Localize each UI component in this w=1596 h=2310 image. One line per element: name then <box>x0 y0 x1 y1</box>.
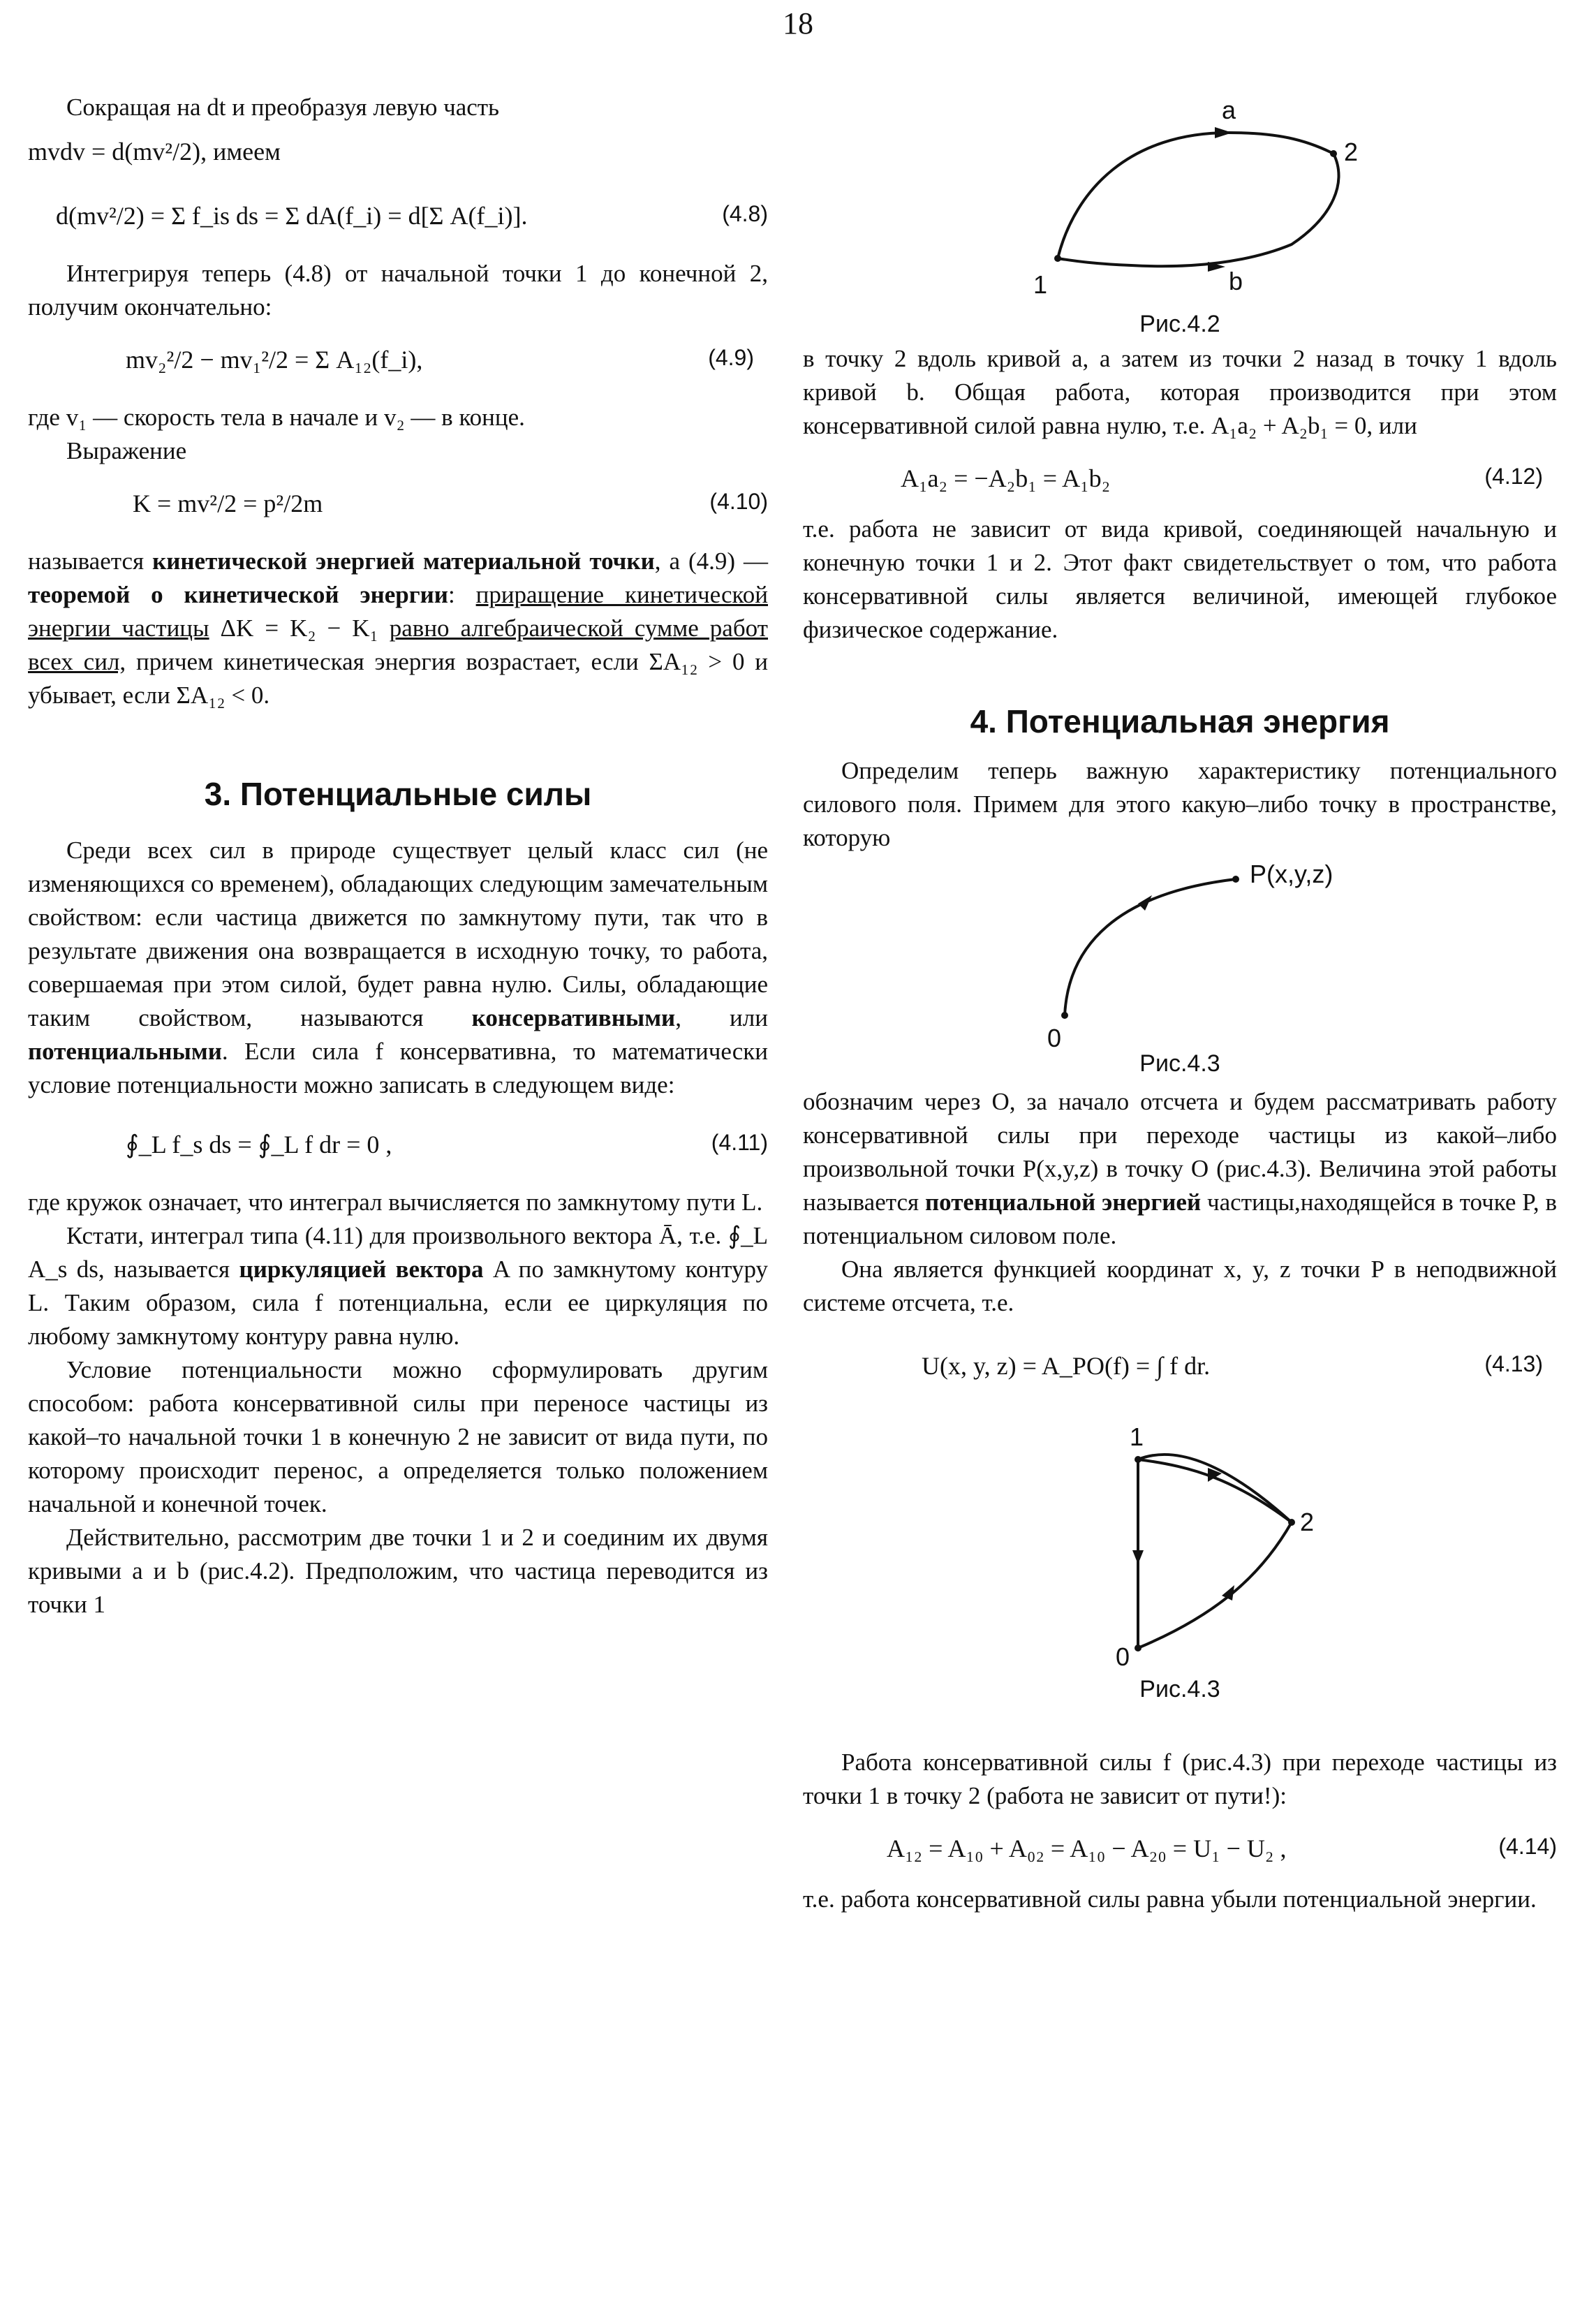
equation-4-10 <box>28 468 768 545</box>
text-run: Кстати, интеграл типа (4.11) для произвольного вектора Ā, т.е. ∮_L A_s ds, называется <box>28 1222 768 1283</box>
underlined-text: приращение кинетической энергии частицы <box>28 581 768 642</box>
independence-paragraph: т.е. работа не зависит от вида кривой, соединяющей начальную и конечную точки 1 и 2. Этот факт свидетельствует о том, что работа консервативной силы является величиной, имеющей глубокое физическое содержание. <box>803 515 1557 643</box>
label-a: a <box>1222 96 1236 124</box>
term-kinetic-theorem: теоремой о кинетической энергии <box>28 581 448 608</box>
equation-4-9 <box>28 324 768 401</box>
label-b: b <box>1229 267 1243 295</box>
formula-expr: A₁a₂ = −A₂b₁ = A₁b₂ <box>901 464 1111 492</box>
denote-paragraph <box>803 1085 1557 1253</box>
equation-number: (4.11) <box>711 1130 768 1155</box>
formula-expr: A₁₂ = A₁₀ + A₀₂ = A₁₀ − A₂₀ = U₁ − U₂ , <box>887 1834 1287 1862</box>
expression-word: Выражение <box>66 437 187 464</box>
text-run: , или <box>675 1004 768 1031</box>
label-0: 0 <box>1047 1024 1062 1050</box>
equation-number: (4.12) <box>1484 464 1543 489</box>
equation-4-12 <box>803 443 1557 513</box>
final-paragraph: т.е. работа консервативной силы равна убыли потенциальной энергии. <box>803 1885 1537 1913</box>
equation-number: (4.13) <box>1484 1351 1543 1376</box>
where-v-text: где v₁ — скорость тела в начале и v₂ — в конце. <box>28 404 525 431</box>
work-paragraph: Работа консервативной силы f (рис.4.3) при переходе частицы из точки 1 в точку 2 (работа не зависит от пути!): <box>803 1749 1557 1809</box>
arc-path-diagram <box>803 855 1557 1050</box>
right-column <box>803 91 1557 1916</box>
term-conservative: консервативными <box>471 1004 676 1031</box>
equation-number: (4.14) <box>1498 1834 1557 1859</box>
text-run: ΔK = K₂ − K₁ <box>209 615 390 642</box>
text-run: называется <box>28 547 153 575</box>
potential-energy-intro: Определим теперь важную характеристику потенциального силового поля. Примем для этого какую–либо точку в пространстве, которую <box>803 757 1557 851</box>
text-run: , а (4.9) — <box>654 547 768 575</box>
figure-caption: Рис.4.3 <box>1139 1676 1220 1702</box>
text-run: частицы,находящейся в точке P, в потенциальном силовом поле. <box>803 1189 1557 1249</box>
formula-expr: mv₂²/2 − mv₁²/2 = Σ A₁₂(f_i), <box>126 346 423 374</box>
term-circulation: циркуляцией вектора <box>239 1256 484 1283</box>
formula-expr: d(mv²/2) = Σ f_is ds = Σ dA(f_i) = d[Σ A(f_i)]. <box>56 202 528 230</box>
triangle-path-diagram <box>803 1418 1557 1669</box>
figure-4-3a <box>803 855 1557 1085</box>
label-2: 2 <box>1344 138 1359 166</box>
text-run: обозначим через O, за начало отсчета и будем рассматривать работу консервативной силы при переходе частицы из какой–либо произвольной точки P(x,y,z) в точку O (рис.4.3). Величина этой работы называется <box>803 1088 1557 1216</box>
equation-4-8 <box>28 180 768 257</box>
label-p: P(x,y,z) <box>1250 860 1333 888</box>
section-heading-3: 3. Потенциальные силы <box>204 776 592 812</box>
potential-forces-paragraph <box>28 834 768 1102</box>
section-heading-4: 4. Потенциальная энергия <box>970 703 1390 740</box>
text-run: : <box>448 581 476 608</box>
figure-caption: Рис.4.2 <box>1139 311 1220 337</box>
term-potential: потенциальными <box>28 1038 222 1065</box>
text-run: причем кинетическая энергия возрастает, если ΣA₁₂ > 0 и убывает, если ΣA₁₂ < 0. <box>28 648 768 709</box>
function-paragraph: Она является функцией координат x, y, z точки P в неподвижной системе отсчета, т.е. <box>803 1256 1557 1316</box>
label-1: 1 <box>1033 270 1048 299</box>
kinetic-energy-paragraph <box>28 545 768 712</box>
mvdv-formula <box>28 124 768 180</box>
figure-4-2 <box>803 91 1557 342</box>
term-kinetic-energy: кинетической энергией материальной точки <box>152 547 655 575</box>
indeed-paragraph: Действительно, рассмотрим две точки 1 и 2 и соединим их двумя кривыми a и b (рис.4.2). Предположим, что частица переводится из точки 1 <box>28 1524 768 1618</box>
page-number: 18 <box>783 6 813 41</box>
text-run: A по замкнутому контуру L. Таким образом, сила f потенциальна, если ее циркуляция по любому замкнутому контуру равна нулю. <box>28 1256 768 1350</box>
text-run: Среди всех сил в природе существует целый класс сил (не изменяющихся со временем), обладающих следующим замечательным свойством: если частица движется по замкнутому пути, так что в результате движения она возвращается в исходную точку, то работа, совершаемая при этом силой, будет равна нулю. Силы, обладающие таким свойством, называются <box>28 837 768 1031</box>
formula-expr: ∮_L f_s ds = ∮_L f dr = 0 , <box>126 1131 392 1158</box>
intro-line: Сокращая на dt и преобразуя левую часть <box>66 94 500 121</box>
equation-number: (4.10) <box>709 489 768 514</box>
figure-caption: Рис.4.3 <box>1139 1050 1220 1077</box>
term-potential-energy: потенциальной энергией <box>924 1189 1202 1216</box>
left-column <box>28 91 768 1621</box>
formula-expr: U(x, y, z) = A_PO(f) = ∫ f dr. <box>922 1352 1211 1380</box>
equation-number: (4.9) <box>708 345 754 370</box>
figure-4-3b <box>803 1418 1557 1711</box>
label-2: 2 <box>1300 1508 1315 1536</box>
closed-path-diagram <box>803 91 1557 300</box>
equation-4-14 <box>803 1813 1557 1883</box>
label-1: 1 <box>1130 1422 1144 1451</box>
text-run: . Если сила f консервативна, то математически условие потенциальности можно записать в следующем виде: <box>28 1038 768 1098</box>
formula-expr: K = mv²/2 = p²/2m <box>133 490 323 517</box>
underlined-text: равно алгебраической сумме работ всех сил, <box>28 615 768 675</box>
equation-4-11 <box>28 1102 768 1186</box>
equation-4-13 <box>803 1320 1557 1418</box>
formula-expr: mvdv = d(mv²/2), имеем <box>28 138 281 165</box>
condition-paragraph: Условие потенциальности можно сформулировать другим способом: работа консервативной силы при переносе частицы из какой–то начальной точки 1 в конечную 2 не зависит от вида пути, по которому происходит перенос, а определяется только положением начальной и конечной точек. <box>28 1356 768 1517</box>
continuation-paragraph: в точку 2 вдоль кривой a, а затем из точки 2 назад в точку 1 вдоль кривой b. Общая работа, которая производится при этом консервативной силой равна нулю, т.е. A₁a₂ + A₂b₁ = 0, или <box>803 345 1557 439</box>
integrating-text: Интегрируя теперь (4.8) от начальной точки 1 до конечной 2, получим окончательно: <box>28 260 768 321</box>
circle-note: где кружок означает, что интеграл вычисляется по замкнутому пути L. <box>28 1189 763 1216</box>
equation-number: (4.8) <box>722 201 768 226</box>
circulation-paragraph <box>28 1219 768 1353</box>
label-0: 0 <box>1116 1642 1130 1669</box>
